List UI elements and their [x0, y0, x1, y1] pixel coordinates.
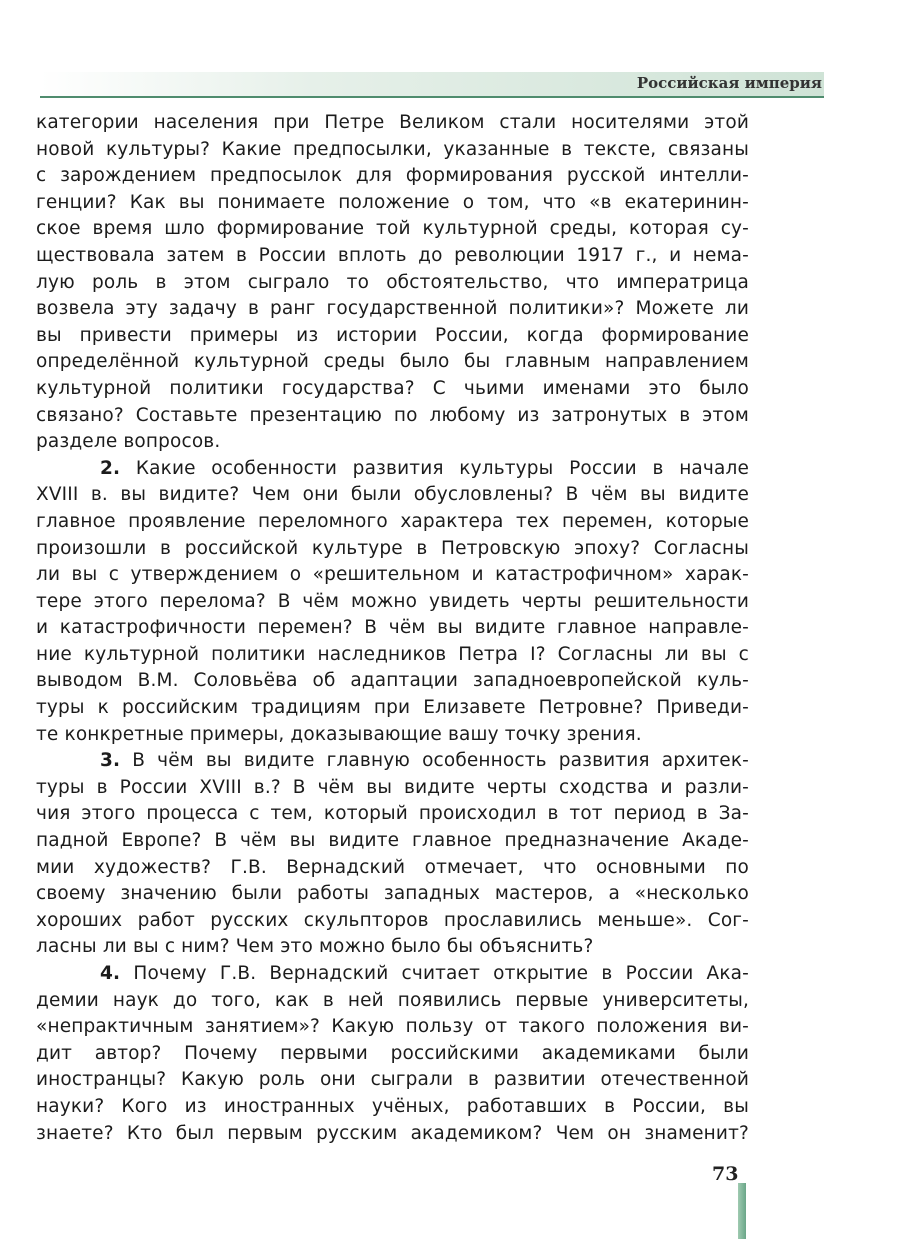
text-line-content: Какие особенности развития культуры России в начале	[120, 457, 749, 479]
text-line: главное проявление переломного характера тех перемен, которые	[36, 510, 749, 532]
text-line: демии наук до того, как в ней появились первые университеты,	[36, 989, 749, 1011]
text-line: хороших работ русских скульпторов прославились меньше». Сог-	[36, 909, 749, 931]
text-line: с зарождением предпосылок для формирования русской интелли-	[36, 165, 749, 187]
question-2-first-line	[36, 456, 749, 483]
question-number: 4.	[100, 963, 121, 984]
text-line: тере этого перелома? В чём можно увидеть черты решительности	[36, 590, 749, 612]
text-line: «непрактичным занятием»? Какую пользу от такого положения ви-	[36, 1016, 749, 1038]
question-3-first-line	[36, 748, 749, 775]
text-line: генции? Как вы понимаете положение о том, что «в екатеринин-	[36, 191, 749, 213]
running-header-title: Российская империя	[636, 74, 822, 92]
text-line: ское время шло формирование той культурной среды, которая су-	[36, 218, 749, 240]
question-4-first-line	[36, 961, 749, 988]
text-line: новой культуры? Какие предпосылки, указанные в тексте, связаны	[36, 138, 749, 160]
text-line: ние культурной политики наследников Петра I? Согласны ли вы с	[36, 643, 749, 665]
text-line: иностранцы? Какую роль они сыграли в развитии отечественной	[36, 1069, 749, 1091]
page-body-text	[36, 110, 749, 1147]
text-line: мии художеств? Г.В. Вернадский отмечает, что основными по	[36, 856, 749, 878]
text-line: определённой культурной среды было бы главным направлением	[36, 351, 749, 373]
text-line-content: Почему Г.В. Вернадский считает открытие в России Ака-	[120, 963, 749, 984]
header-rule	[40, 96, 824, 98]
text-line: ществовала затем в России вплоть до революции 1917 г., и нема-	[36, 244, 749, 266]
page-edge-accent-bar	[738, 1183, 746, 1239]
question-number: 2.	[100, 457, 121, 479]
text-line: выводом В.М. Соловьёва об адаптации западноевропейской куль-	[36, 670, 749, 692]
text-line: произошли в российской культуре в Петровскую эпоху? Согласны	[36, 537, 749, 559]
text-line: дит автор? Почему первыми российскими академиками были	[36, 1042, 749, 1064]
text-line: категории населения при Петре Великом стали носителями этой	[36, 112, 749, 133]
text-line: лую роль в этом сыграло то обстоятельство, что императрица	[36, 271, 749, 293]
text-line: туры в России XVIII в.? В чём вы видите черты сходства и разли-	[36, 776, 749, 798]
text-line: связано? Составьте презентацию по любому из затронутых в этом	[36, 404, 749, 426]
text-line: чия этого процесса с тем, который происходил в тот период в За-	[36, 803, 749, 825]
text-line: те конкретные примеры, доказывающие вашу точку зрения.	[36, 723, 642, 745]
text-line: и катастрофичности перемен? В чём вы видите главное направле-	[36, 617, 749, 639]
text-line: знаете? Кто был первым русским академиком? Чем он знаменит?	[36, 1122, 749, 1144]
page-number: 73	[712, 1163, 739, 1185]
text-line: науки? Кого из иностранных учёных, работавших в России, вы	[36, 1095, 749, 1117]
text-line-content: В чём вы видите главную особенность развития архитек-	[120, 750, 749, 772]
text-line: XVIII в. вы видите? Чем они были обусловлены? В чём вы видите	[36, 484, 749, 506]
text-line: ласны ли вы с ним? Чем это можно было бы объяснить?	[36, 936, 594, 958]
text-line: своему значению были работы западных мастеров, а «несколько	[36, 883, 749, 905]
text-line: разделе вопросов.	[36, 431, 221, 453]
text-line: культурной политики государства? С чьими именами это было	[36, 377, 749, 399]
text-line: туры к российским традициям при Елизавете Петровне? Приведи-	[36, 697, 749, 719]
text-line: вы привести примеры из истории России, когда формирование	[36, 324, 749, 346]
text-line: возвела эту задачу в ранг государственной политики»? Можете ли	[36, 298, 749, 320]
question-number: 3.	[100, 750, 121, 772]
text-line: ли вы с утверждением о «решительном и катастрофичном» харак-	[36, 564, 749, 586]
text-line: падной Европе? В чём вы видите главное предназначение Акаде-	[36, 830, 749, 852]
